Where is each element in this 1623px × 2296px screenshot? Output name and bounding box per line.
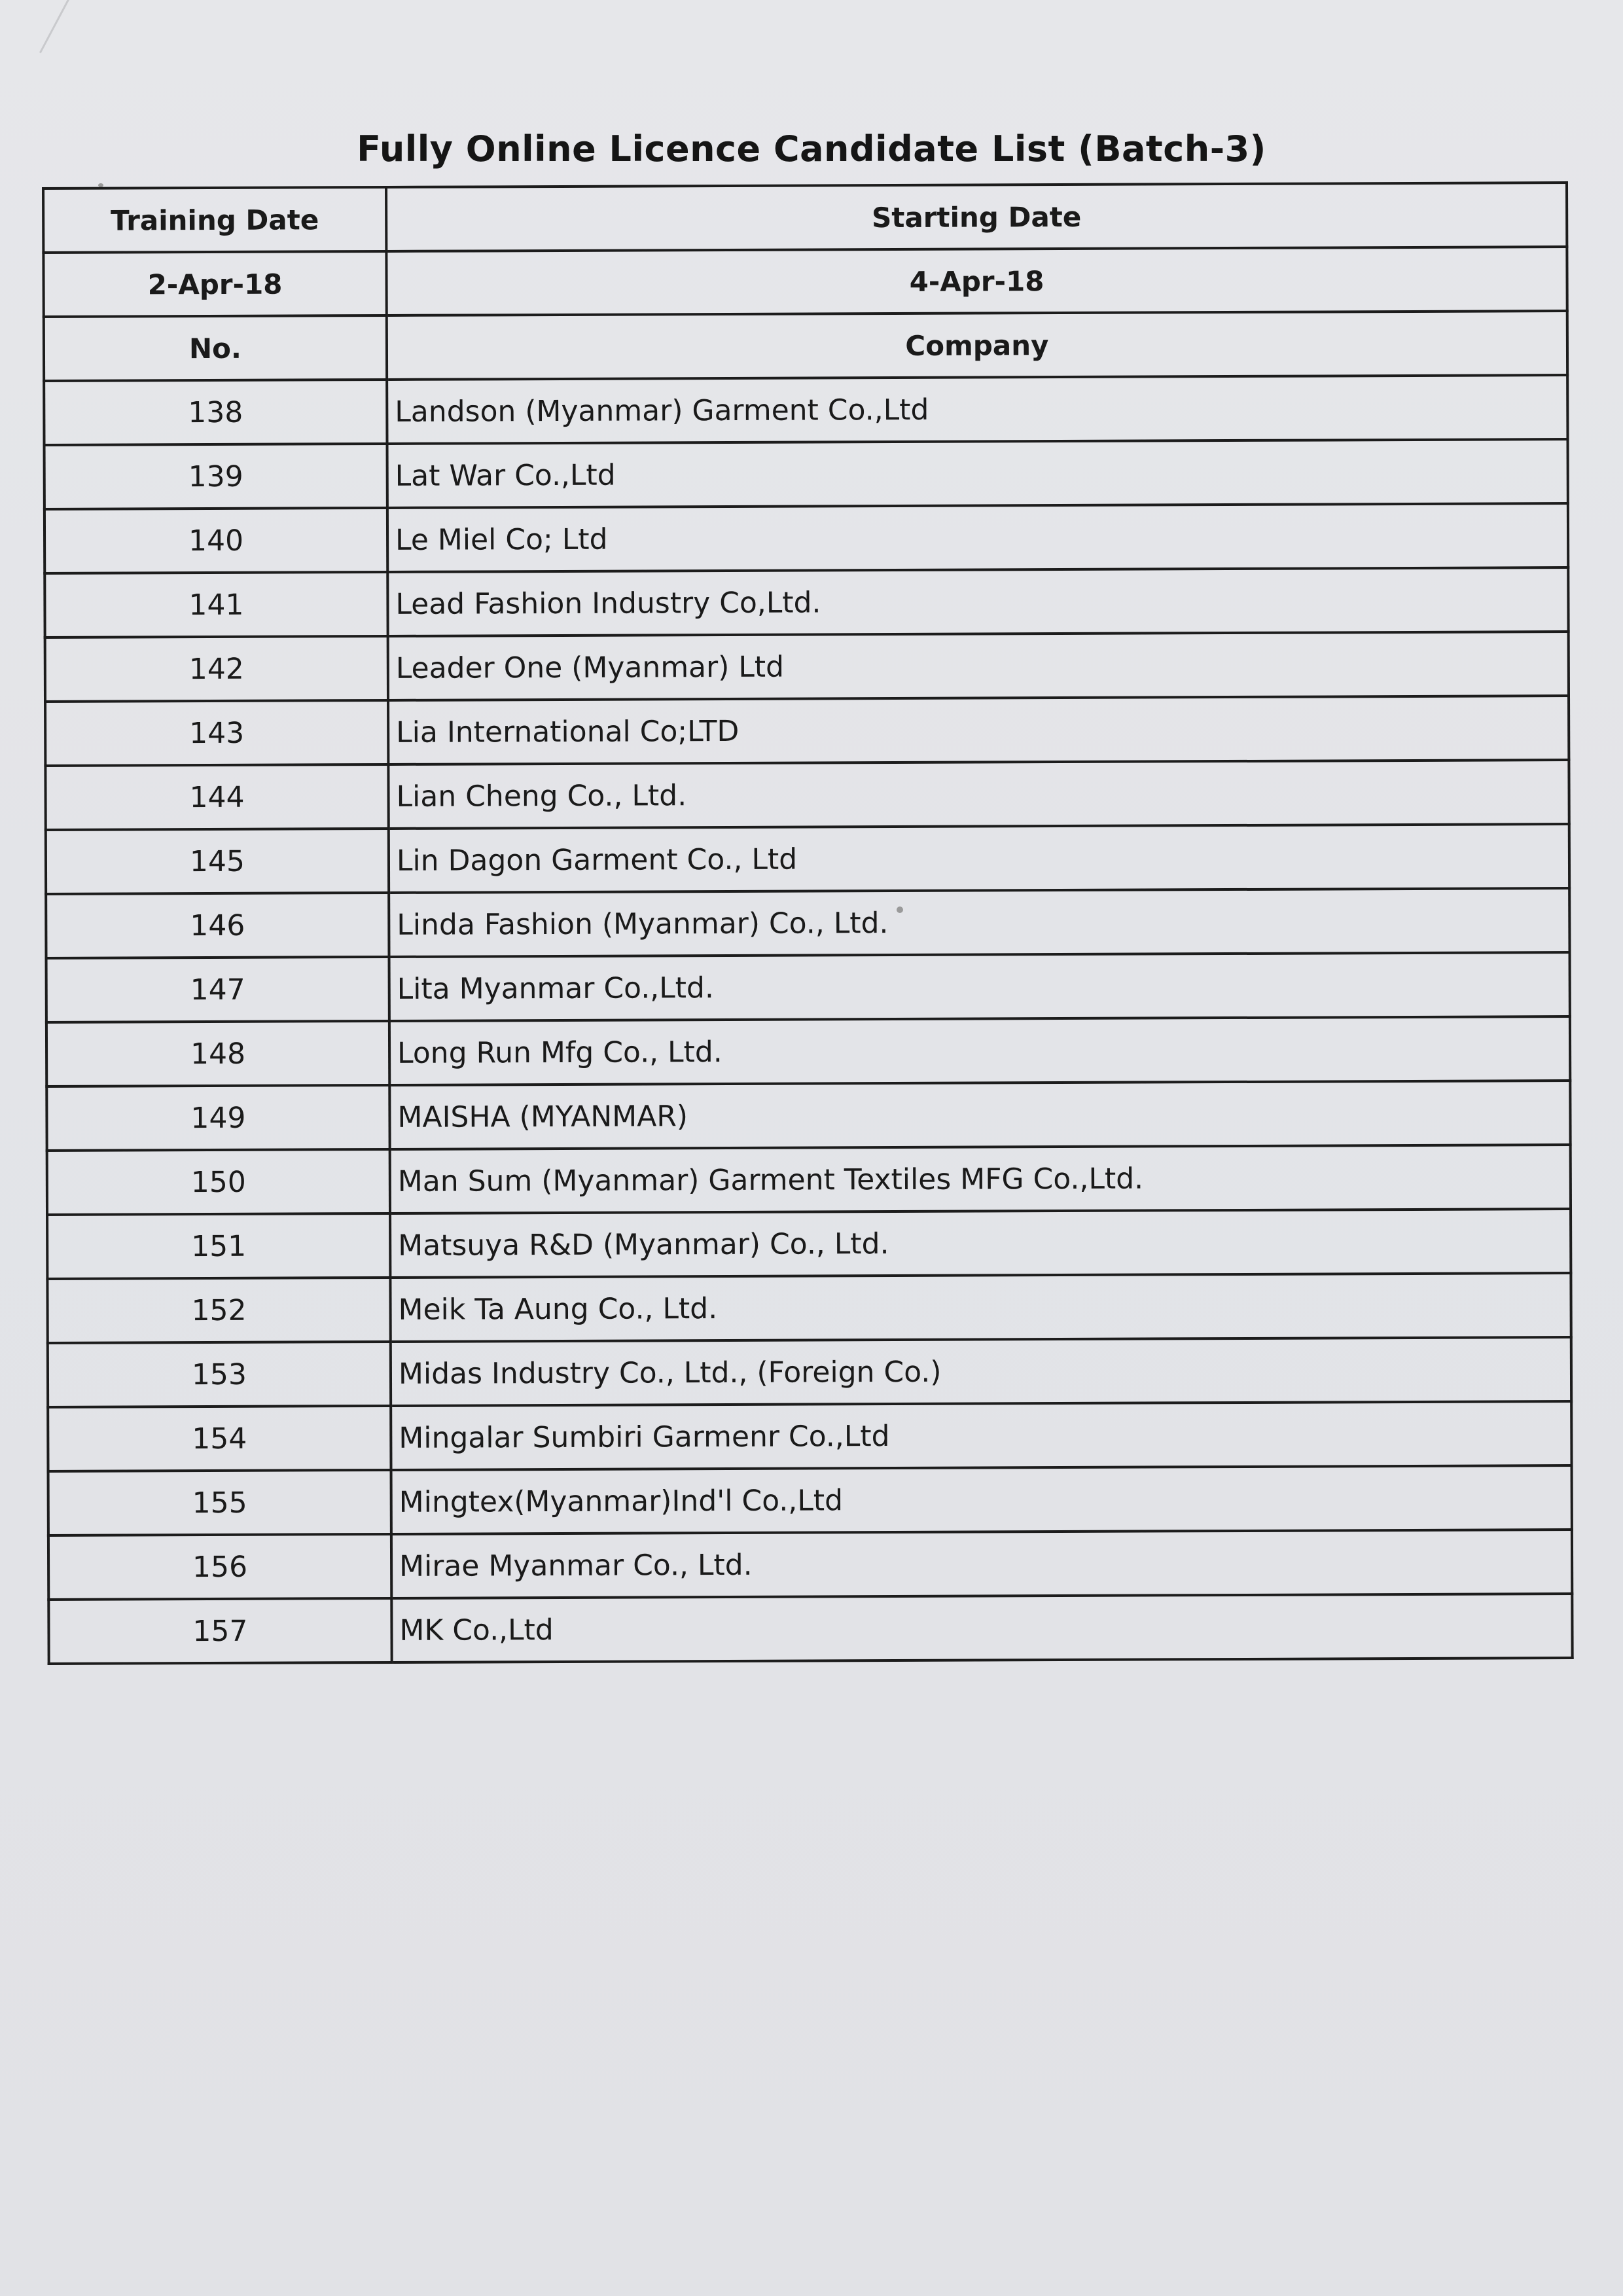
row-company: MK Co.,Ltd <box>391 1594 1572 1662</box>
row-number: 141 <box>45 572 387 637</box>
row-number: 149 <box>46 1085 389 1151</box>
row-company: Long Run Mfg Co., Ltd. <box>389 1016 1570 1085</box>
row-number: 147 <box>46 957 389 1022</box>
starting-date-value: 4-Apr-18 <box>386 247 1567 315</box>
row-number: 157 <box>48 1598 391 1664</box>
row-number: 150 <box>47 1149 390 1215</box>
table-row <box>47 1145 1571 1215</box>
row-number: 139 <box>45 444 387 509</box>
column-header-company: Company <box>387 311 1567 380</box>
row-company: Man Sum (Myanmar) Garment Textiles MFG Co.,Ltd. <box>390 1145 1571 1213</box>
row-number: 142 <box>45 636 388 702</box>
row-number: 151 <box>47 1213 390 1279</box>
table-row <box>47 1209 1571 1279</box>
row-number: 154 <box>48 1406 391 1471</box>
header-row-dates-labels <box>43 183 1567 253</box>
table-row <box>46 1081 1570 1151</box>
row-company: Leader One (Myanmar) Ltd <box>388 632 1569 700</box>
row-company: Mingtex(Myanmar)Ind'l Co.,Ltd <box>391 1465 1572 1534</box>
table-row <box>48 1530 1572 1600</box>
row-company: Le Miel Co; Ltd <box>387 503 1568 572</box>
table-row <box>45 696 1569 766</box>
table-row <box>48 1337 1571 1407</box>
row-company: Mingalar Sumbiri Garmenr Co.,Ltd <box>391 1401 1571 1470</box>
row-company: Matsuya R&D (Myanmar) Co., Ltd. <box>390 1209 1571 1278</box>
table-row <box>45 760 1569 830</box>
row-company: Meik Ta Aung Co., Ltd. <box>390 1273 1571 1342</box>
row-number: 156 <box>48 1534 391 1600</box>
table-row <box>45 503 1568 573</box>
table-row <box>45 632 1569 702</box>
row-company: Lia International Co;LTD <box>388 696 1569 764</box>
table-row <box>48 1401 1571 1471</box>
row-number: 144 <box>45 764 388 830</box>
row-company: Lead Fashion Industry Co,Ltd. <box>387 567 1568 636</box>
row-number: 153 <box>48 1342 391 1407</box>
row-company: Lin Dagon Garment Co., Ltd <box>389 824 1569 893</box>
row-company: Lian Cheng Co., Ltd. <box>388 760 1569 829</box>
row-company: Lita Myanmar Co.,Ltd. <box>389 952 1570 1021</box>
training-date-value: 2-Apr-18 <box>43 251 386 317</box>
header-row-columns <box>44 311 1567 381</box>
table-row <box>46 888 1569 958</box>
table-row <box>48 1465 1572 1535</box>
header-row-dates-values <box>43 247 1567 317</box>
table-row <box>46 824 1569 894</box>
table-row <box>48 1594 1572 1664</box>
table-row <box>47 1273 1571 1343</box>
training-date-label: Training Date <box>43 187 386 253</box>
candidate-table <box>42 181 1574 1665</box>
row-number: 146 <box>46 893 389 958</box>
starting-date-label: Starting Date <box>386 183 1567 251</box>
table-row <box>45 567 1568 637</box>
row-company: Midas Industry Co., Ltd., (Foreign Co.) <box>391 1337 1571 1406</box>
row-number: 140 <box>45 508 387 573</box>
row-number: 145 <box>46 829 389 894</box>
row-number: 143 <box>45 700 388 766</box>
paper-crease <box>39 0 115 53</box>
row-number: 138 <box>44 380 387 445</box>
column-header-no: No. <box>44 315 387 381</box>
table-row <box>46 1016 1570 1086</box>
row-number: 148 <box>46 1021 389 1086</box>
row-number: 155 <box>48 1470 391 1535</box>
row-company: Landson (Myanmar) Garment Co.,Ltd <box>387 375 1567 444</box>
table-row <box>46 952 1570 1022</box>
table-row <box>45 439 1568 509</box>
row-company: MAISHA (MYANMAR) <box>389 1081 1570 1149</box>
document-title: Fully Online Licence Candidate List (Batch-3) <box>357 128 1266 170</box>
row-number: 152 <box>47 1278 390 1343</box>
row-company: Mirae Myanmar Co., Ltd. <box>391 1530 1572 1598</box>
table-row <box>44 375 1567 445</box>
row-company: Lat War Co.,Ltd <box>387 439 1568 508</box>
row-company: Linda Fashion (Myanmar) Co., Ltd. <box>389 888 1569 957</box>
